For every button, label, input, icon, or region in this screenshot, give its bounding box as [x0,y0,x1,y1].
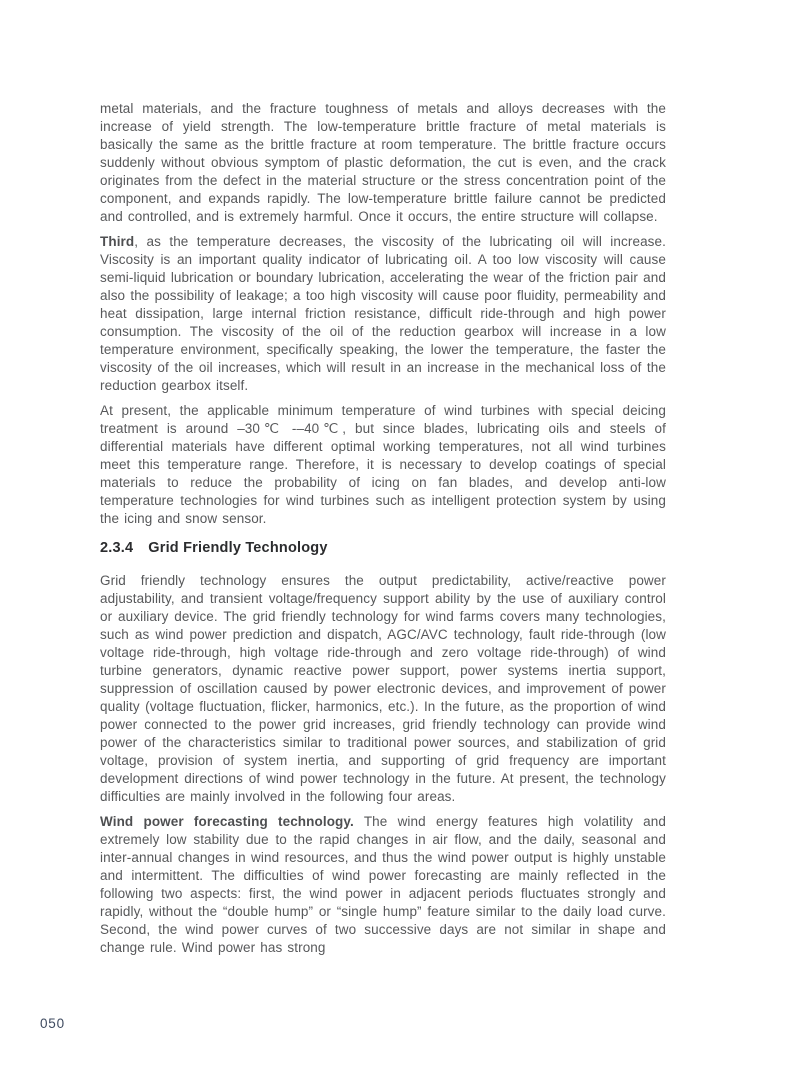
paragraph-wind-power-forecasting [100,813,666,957]
page-number: 050 [40,1016,65,1031]
section-heading-title: Grid Friendly Technology [148,540,328,556]
paragraph-lead-wind-power-forecasting: Wind power forecasting technology. [100,814,354,829]
section-heading [100,539,666,558]
section-heading-number: 2.3.4 [100,540,134,556]
page-footer [40,1015,65,1033]
paragraph-grid-friendly-overview: Grid friendly technology ensures the output predictability, active/reactive power adjustability, and transient voltage/frequency support ability by the use of auxiliary control or auxiliary device. The grid friendly technology for wind farms covers many technologies, such as wind power prediction and dispatch, AGC/AVC technology, fault ride-through (low voltage ride-through, high voltage ride-through and zero voltage ride-through) of wind turbine generators, dynamic reactive power support, power systems inertia support, suppression of oscillation caused by power electronic devices, and improvement of power quality (voltage fluctuation, flicker, harmonics, etc.). In the future, as the proportion of wind power connected to the power grid increases, grid friendly technology can provide wind power of the characteristics similar to traditional power sources, and stabilization of grid voltage, provision of system inertia, and supporting of grid frequency are important development directions of wind power technology in the future. At present, the technology difficulties are mainly involved in the following four areas. [100,573,666,804]
paragraph-lubricating-oil-viscosity [100,233,666,395]
paragraph-text: , as the temperature decreases, the viscosity of the lubricating oil will increase. Viscosity is an important quality indicator of lubricating oil. A too low viscosity will cause semi-liquid lubrication or boundary lubrication, accelerating the wear of the friction pair and also the possibility of leakage; a too high viscosity will cause poor fluidity, permeability and heat dissipation, large internal friction resistance, difficult ride-through and high power consumption. The viscosity of the oil of the reduction gearbox will increase in a low temperature environment, specifically speaking, the lower the temperature, the faster the viscosity of the oil increases, which will result in an increase in the mechanical loss of the reduction gearbox itself. [100,234,666,393]
page-body [100,100,666,964]
paragraph-minimum-temperature: At present, the applicable minimum temperature of wind turbines with special deicing treatment is around –30℃ -–40℃, but since blades, lubricating oils and steels of differential materials have different optimal working temperatures, not all wind turbines meet this temperature range. Therefore, it is necessary to develop coatings of special materials to reduce the probability of icing on fan blades, and develop anti-low temperature technologies for wind turbines such as intelligent protection system by using the icing and snow sensor. [100,403,666,526]
paragraph-fracture-toughness: metal materials, and the fracture toughness of metals and alloys decreases with the increase of yield strength. The low-temperature brittle fracture of metal materials is basically the same as the brittle fracture at room temperature. The brittle fracture occurs suddenly without obvious symptom of plastic deformation, the cut is even, and the crack originates from the defect in the material structure or the stress concentration point of the component, and expands rapidly. The low-temperature brittle failure cannot be predicted and controlled, and is extremely harmful. Once it occurs, the entire structure will collapse. [100,101,666,224]
paragraph-lead-third: Third [100,234,135,249]
paragraph-text: The wind energy features high volatility and extremely low stability due to the rapid changes in air flow, and the daily, seasonal and inter-annual changes in wind resources, and thus the wind power output is highly unstable and intermittent. The difficulties of wind power forecasting are mainly reflected in the following two aspects: first, the wind power in adjacent periods fluctuates strongly and rapidly, without the “double hump” or “single hump” feature similar to the daily load curve. Second, the wind power curves of two successive days are not similar in shape and change rule. Wind power has strong [100,814,666,955]
